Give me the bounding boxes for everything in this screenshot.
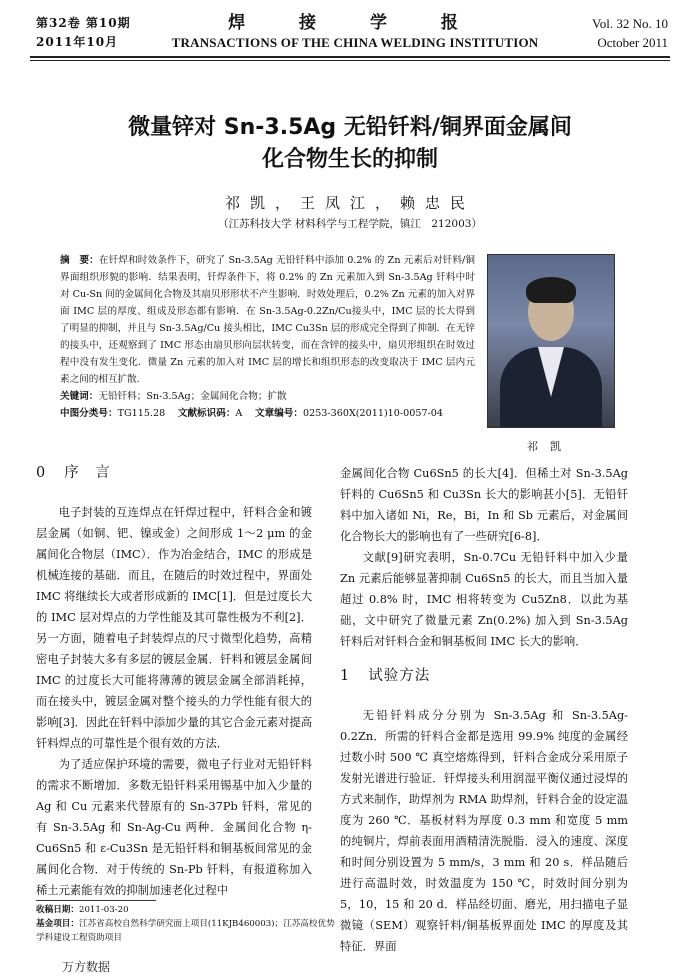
abstract	[60, 252, 475, 422]
fund-label: 基金项目：	[36, 919, 79, 929]
footnote	[36, 903, 336, 945]
journal-name-cn: 焊 接 学 报	[228, 13, 482, 33]
section-0-title: 序 言	[64, 465, 111, 481]
paragraph: 文献[9]研究表明，Sn-0.7Cu 无铅钎料中加入少量 Zn 元素后能够显著抑制 Cu6Sn5 的长大，而且当加入量超过 0.8% 时，IMC 相将转变为 Cu5Zn8．以此为基础，文中研究了微量元素 Zn(0.2%) 加入到 Sn-3.5Ag 钎料后对钎料合金和铜基板间 IMC 长大的影响．	[340, 551, 628, 648]
section-1-heading	[340, 666, 628, 687]
keywords: 无铅钎料；Sn-3.5Ag；金属间化合物；扩散	[98, 391, 287, 402]
footnote-rule	[36, 900, 156, 901]
paper-title	[60, 112, 640, 176]
affiliation: （江苏科技大学 材料科学与工程学院，镇江 212003）	[218, 218, 482, 230]
photo-caption: 祁凯	[527, 440, 573, 453]
header-center	[150, 12, 560, 52]
fund-info	[36, 917, 336, 945]
fund-value: 江苏省高校自然科学研究面上项目(11KJB460003)；江苏高校优势学科建设工程资助项目	[36, 919, 335, 943]
paragraph: 为了适应保护环境的需要，微电子行业对无铅钎料的需求不断增加．多数无铅钎料采用锡基中加入少量的 Ag 和 Cu 元素来代替原有的 Sn-37Pb 钎料，常见的有 Sn-3.5Ag 和 Sn-Ag-Cu 两种．金属间化合物 η-Cu6Sn5 和 ε-Cu3Sn 是无铅钎料和铜基板间常见的金属间化合物．对于传统的 Sn-Pb 钎料，有报道称加入稀土元素能有效的抑制加速老化过程中	[36, 758, 312, 897]
clc-label: 中图分类号：	[60, 408, 118, 419]
paragraph: 金属间化合物 Cu6Sn5 的长大[4]．但稀土对 Sn-3.5Ag 钎料的 Cu6Sn5 和 Cu3Sn 长大的影响甚小[5]．无铅钎料中加入诸如 Ni，Re，Bi，In 和 Sb 元素后，对金属间化合物长大的影响也有了一些研究[6-8]．	[340, 467, 628, 543]
authors: 祁凯，王凤江，赖忠民	[224, 194, 475, 212]
author-photo	[487, 254, 615, 428]
journal-name-en: TRANSACTIONS OF THE CHINA WELDING INSTITUTION	[171, 35, 539, 50]
section-0-heading	[36, 463, 312, 484]
paragraph: 无铅钎料成分分别为 Sn-3.5Ag 和 Sn-3.5Ag-0.2Zn．所需的钎料合金都是选用 99.9% 纯度的金属经过数小时 500 ℃ 真空熔炼得到，钎料合金成分采用原子发射光谱进行验证．钎焊接头利用润湿平衡仪通过浸焊的方式来制作，助焊剂为 RMA 助焊剂，钎料合金的设定温度为 260 ℃．基板材料为厚度 0.3 mm 和宽度 5 mm 的纯铜片，焊前表面用酒精清洗脱脂．浸入的速度、深度和时间分别设置为 5 mm/s，3 mm 和 20 s．样品随后进行高温时效，时效温度为 150 ℃，时效时间分别为 5，10，15 和 20 d．样品经切面、磨光，用扫描电子显微镜（SEM）观察钎料/铜基板界面处 IMC 的厚度及其特征．界面	[340, 709, 628, 953]
doc-code-label: 文献标识码：	[177, 408, 236, 419]
date-cn: 2011年10月	[36, 35, 119, 49]
section-1-number: 1	[340, 668, 351, 684]
keywords-line	[60, 388, 475, 405]
clc-code: TG115.28	[117, 408, 166, 419]
header-left	[36, 14, 131, 52]
abstract-body	[60, 252, 475, 388]
doc-code: A	[235, 408, 243, 419]
left-column	[36, 463, 312, 901]
section-0-number: 0	[36, 465, 47, 481]
received-label: 收稿日期：	[36, 905, 79, 915]
abstract-label: 摘 要：	[60, 255, 99, 266]
received-date	[36, 903, 336, 917]
classification-line	[60, 405, 475, 422]
date-en: October 2011	[597, 35, 668, 50]
title-line-1: 微量锌对 Sn-3.5Ag 无铅钎料/铜界面金属间	[128, 115, 572, 140]
section-1-title: 试验方法	[368, 668, 431, 684]
volume-issue-cn: 第32卷 第10期	[36, 16, 131, 30]
article-no: 0253-360X(2011)10-0057-04	[302, 408, 443, 419]
volume-issue-en: Vol. 32 No. 10	[592, 16, 668, 31]
keywords-label: 关键词：	[60, 391, 99, 402]
article-no-label: 文章编号：	[255, 408, 303, 419]
header-right	[592, 14, 668, 52]
abstract-text: 在钎焊和时效条件下，研究了 Sn-3.5Ag 无铅钎料中添加 0.2% 的 Zn 元素后对钎料/铜界面组织形貌的影响．结果表明，钎焊条件下，将 0.2% 的 Zn 元素加入到 Sn-3.5Ag 钎料中时对 Cu-Sn 间的金属间化合物及其扇贝形形状不产生影响．时效处理后，0.2% Zn 元素的加入对界面 IMC 层的厚度、组成及形态都有影响．在 Sn-3.5Ag-0.2Zn/Cu接头中，IMC 层的长大得到了明显的抑制，并且与 Sn-3.5Ag/Cu 接头相比，IMC Cu3Sn 层的形成完全得到了抑制．在无锌的接头中，还观察到了 IMC 形态由扇贝形向层状转变，而在含锌的接头中，扇贝形组织在时效过程中没有发生变化．微量 Zn 元素的加入对 IMC 层的增长和组织形态的改变取决于 IMC 层内元素之间的相互扩散．	[60, 255, 476, 385]
paragraph: 电子封装的互连焊点在钎焊过程中，钎料合金和镀层金属（如铜、钯、镍或金）之间形成 1～2 μm 的金属间化合物层（IMC）．作为冶金结合，IMC 的形成是机械连接的基础．而且，在随后的时效过程中，界面处 IMC 将继续长大或者形成新的 IMC[1]．但是过度长大的 IMC 层对焊点的力学性能及其可靠性极为不利[2]．另一方面，随着电子封装焊点的尺寸微型化趋势，高精密电子封装大多有多层的镀层金属．钎料和镀层金属间 IMC 的过度长大可能将薄薄的镀层金属全部消耗掉，而在接头中，镀层金属对整个接头的力学性能有很大的影响[3]．因此在钎料中添加少量的其它合金元素对提高钎料焊点的可靠性是个很有效的方法．	[36, 506, 312, 750]
received-value: 2011-03-20	[78, 905, 129, 915]
header-rule-thick	[30, 56, 670, 58]
watermark: 万方数据	[62, 960, 111, 974]
header-rule-thin	[30, 60, 670, 61]
title-line-2: 化合物生长的抑制	[261, 147, 438, 172]
right-column	[340, 463, 628, 957]
